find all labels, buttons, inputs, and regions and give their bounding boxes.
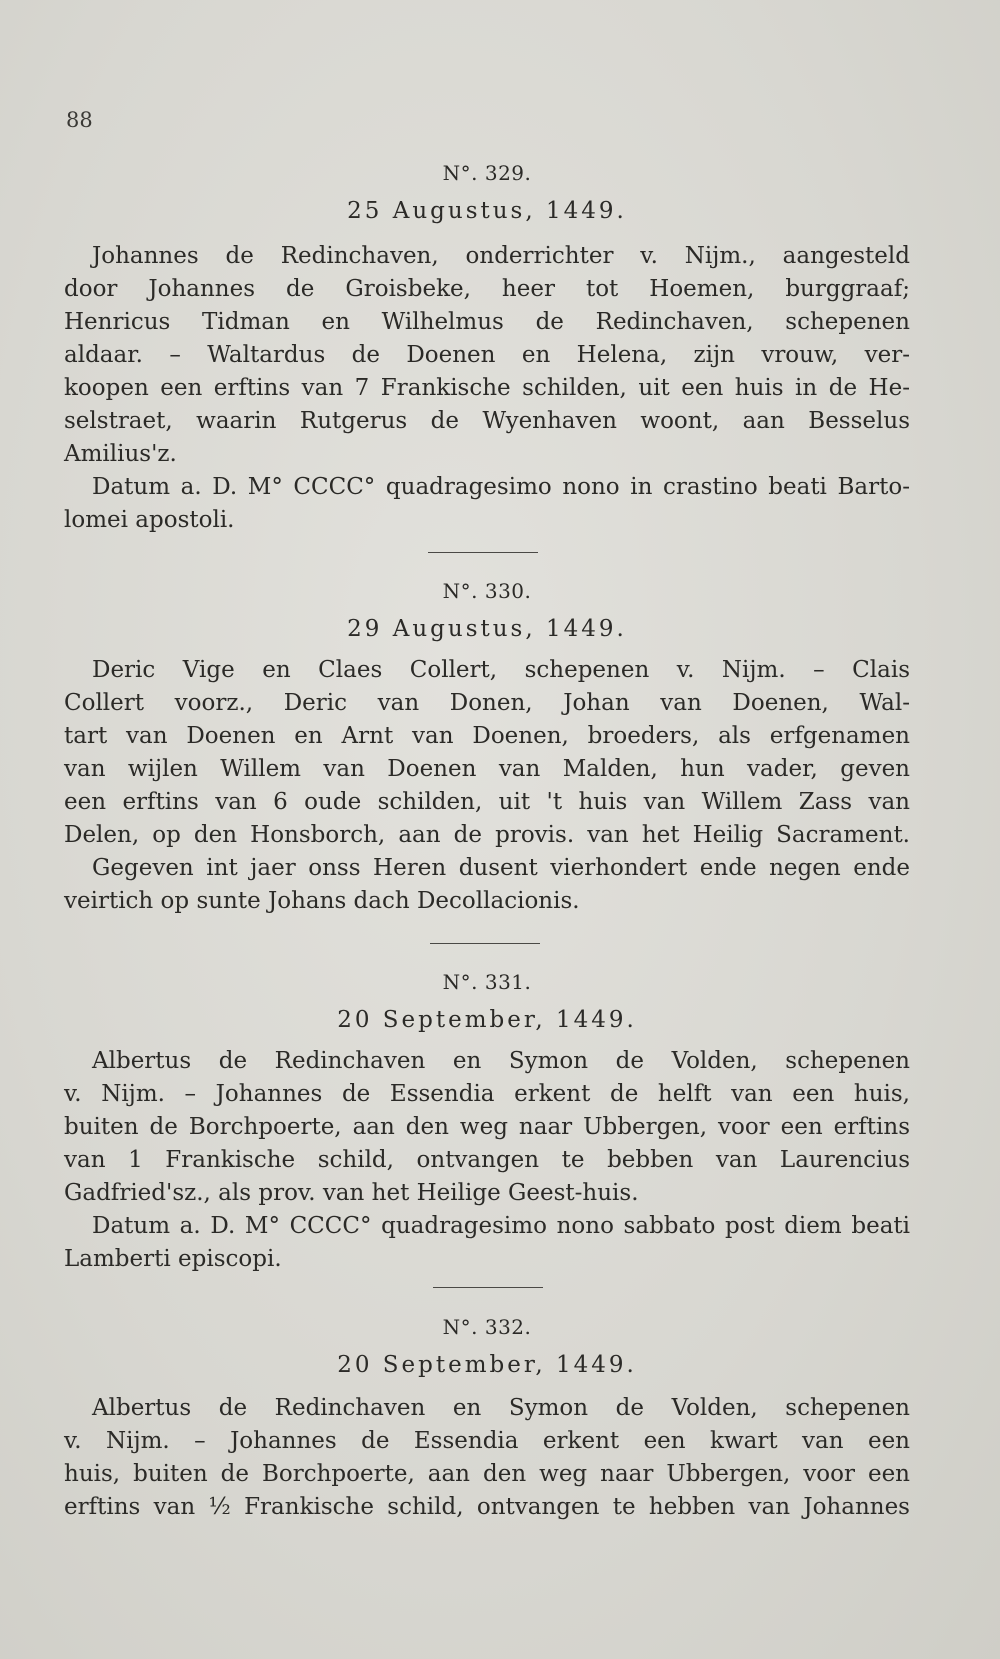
entry-date: 25 Augustus, 1449.	[347, 198, 627, 224]
text-line: Amilius'z.	[64, 441, 177, 467]
text-line: Johannes de Redinchaven, onderrichter v. Nijm., aangesteld	[92, 243, 910, 269]
entry-number: N°. 331.	[442, 970, 532, 994]
text-line: v. Nijm. – Johannes de Essendia erkent een kwart van een	[64, 1428, 910, 1454]
text-line: buiten de Borchpoerte, aan den weg naar Ubbergen, voor een erftins	[64, 1114, 910, 1140]
text-line: Henricus Tidman en Wilhelmus de Redinchaven, schepenen	[64, 309, 910, 335]
text-line: Delen, op den Honsborch, aan de provis. van het Heilig Sacrament.	[64, 822, 910, 848]
text-line: aldaar. – Waltardus de Doenen en Helena, zijn vrouw, ver-	[64, 342, 910, 368]
text-line: Gegeven int jaer onss Heren dusent vierhondert ende negen ende	[92, 855, 910, 881]
page-number: 88	[66, 108, 93, 132]
entry-date: 20 September, 1449.	[337, 1007, 637, 1033]
text-line: van wijlen Willem van Doenen van Malden, hun vader, geven	[64, 756, 910, 782]
entry-date: 20 September, 1449.	[337, 1352, 637, 1378]
text-line: koopen een erftins van 7 Frankische schilden, uit een huis in de He-	[64, 375, 910, 401]
text-line: lomei apostoli.	[64, 507, 235, 533]
text-line: Albertus de Redinchaven en Symon de Volden, schepenen	[92, 1395, 910, 1421]
entry-330	[64, 576, 910, 918]
text-line: Deric Vige en Claes Collert, schepenen v. Nijm. – Clais	[92, 657, 910, 683]
entry-number: N°. 332.	[442, 1315, 532, 1339]
text-line: Collert voorz., Deric van Donen, Johan van Doenen, Wal-	[64, 690, 910, 716]
text-line: Gadfried'sz., als prov. van het Heilige Geest-huis.	[64, 1180, 639, 1206]
text-line: Datum a. D. M° CCCC° quadragesimo nono in crastino beati Barto-	[92, 474, 910, 500]
entry-number: N°. 329.	[442, 161, 532, 185]
text-line: v. Nijm. – Johannes de Essendia erkent de helft van een huis,	[64, 1081, 910, 1107]
text-line: van 1 Frankische schild, ontvangen te bebben van Laurencius	[64, 1147, 910, 1173]
text-line: tart van Doenen en Arnt van Doenen, broeders, als erfgenamen	[64, 723, 910, 749]
entry-text	[64, 1392, 910, 1524]
text-line: veirtich op sunte Johans dach Decollacionis.	[64, 888, 580, 914]
text-line: huis, buiten de Borchpoerte, aan den weg naar Ubbergen, voor een	[64, 1461, 910, 1487]
separator-rule	[428, 552, 538, 553]
text-line: Albertus de Redinchaven en Symon de Volden, schepenen	[92, 1048, 910, 1074]
entry-text	[64, 1045, 910, 1276]
entry-text	[64, 654, 910, 918]
entry-date: 29 Augustus, 1449.	[347, 616, 627, 642]
separator-rule	[430, 943, 540, 944]
text-line: Datum a. D. M° CCCC° quadragesimo nono sabbato post diem beati	[92, 1213, 910, 1239]
text-line: erftins van ½ Frankische schild, ontvangen te hebben van Johannes	[64, 1494, 910, 1520]
text-line: een erftins van 6 oude schilden, uit 't huis van Willem Zass van	[64, 789, 910, 815]
entry-331	[64, 967, 910, 1276]
entry-329	[64, 158, 910, 537]
entry-number: N°. 330.	[442, 579, 532, 603]
text-line: Lamberti episcopi.	[64, 1246, 282, 1272]
separator-rule	[433, 1287, 543, 1288]
text-line: door Johannes de Groisbeke, heer tot Hoemen, burggraaf;	[64, 276, 910, 302]
entry-332	[64, 1312, 910, 1524]
entry-text	[64, 240, 910, 537]
text-line: selstraet, waarin Rutgerus de Wyenhaven woont, aan Besselus	[64, 408, 910, 434]
